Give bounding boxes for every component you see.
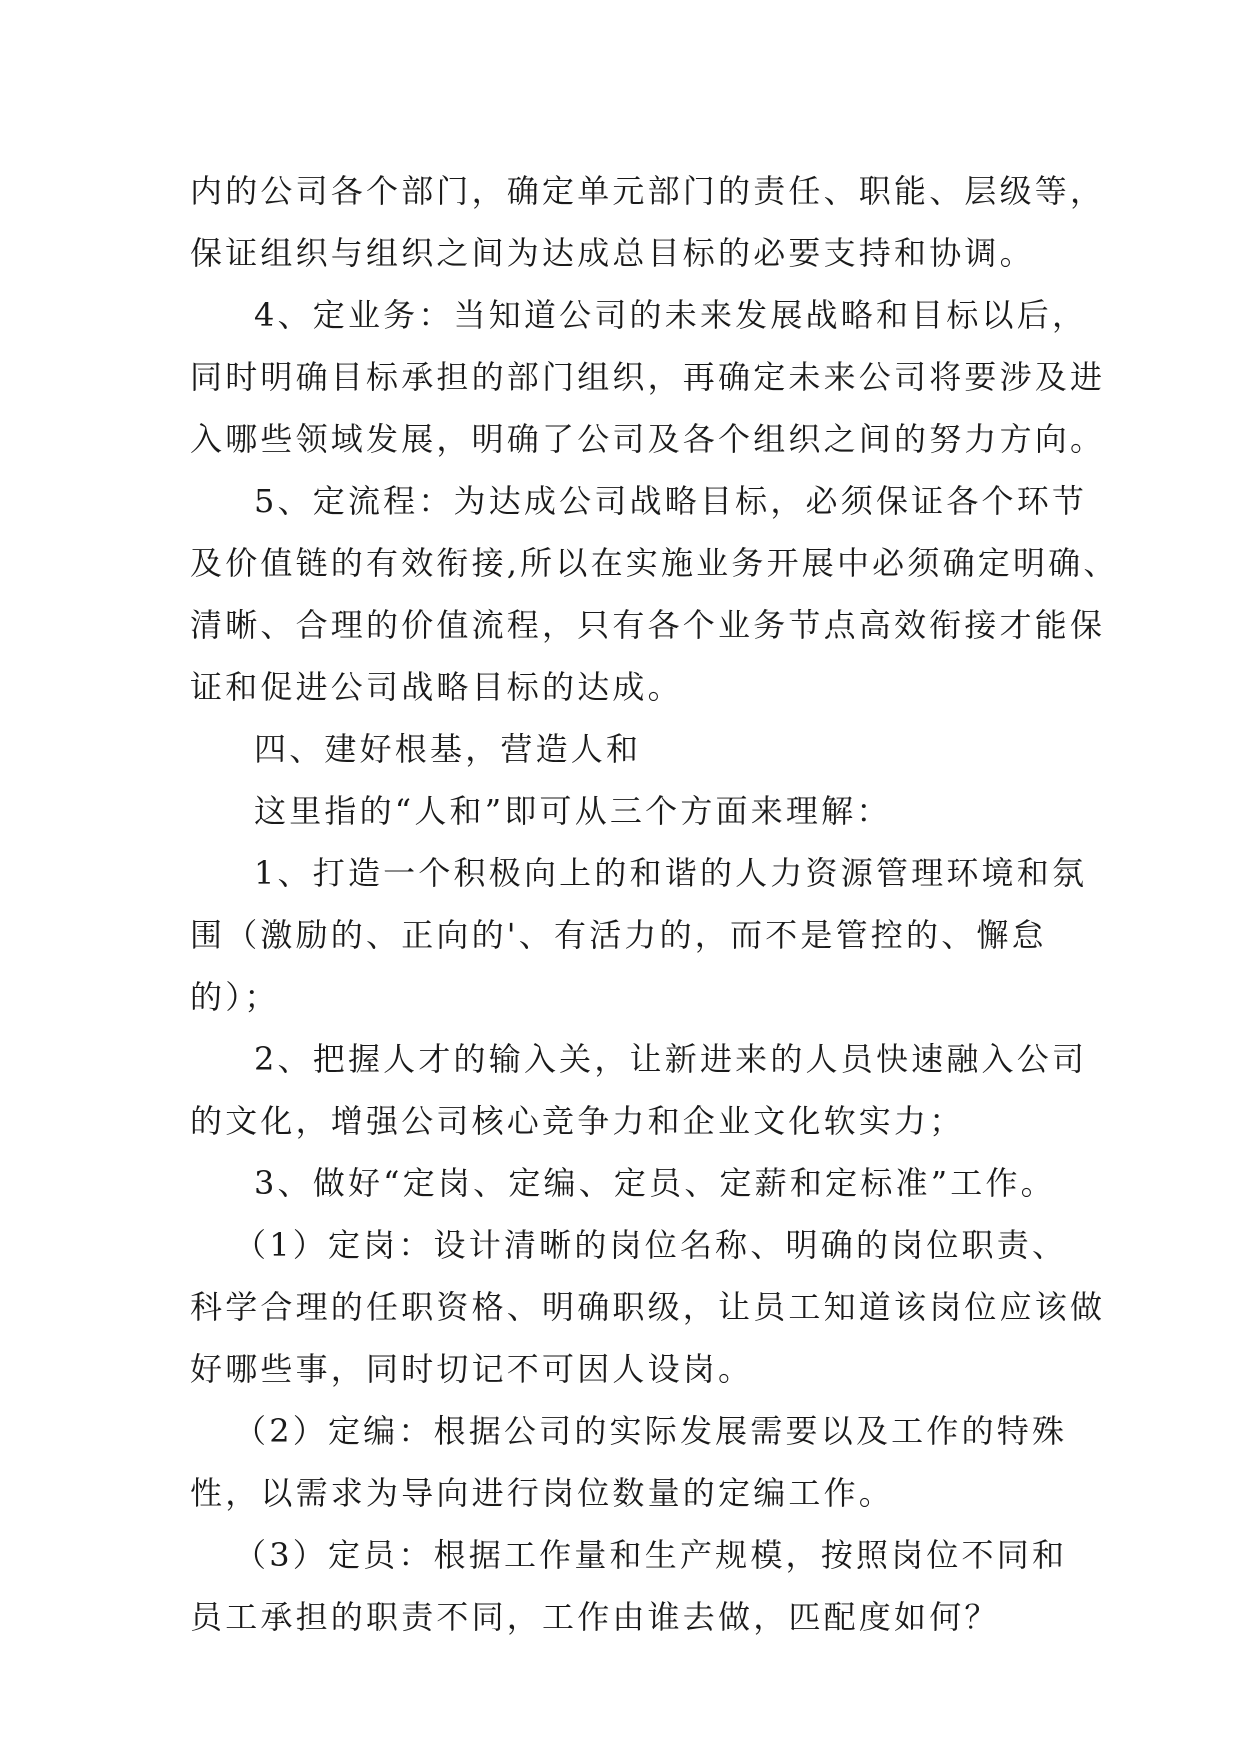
- text-line-19: 科学合理的任职资格、明确职级，让员工知道该岗位应该做: [190, 1288, 1106, 1326]
- text-line-1: 内的公司各个部门，确定单元部门的责任、职能、层级等，: [190, 172, 1106, 210]
- text-line-3: 4、定业务：当知道公司的未来发展战略和目标以后，: [254, 296, 1088, 334]
- section-heading: 四、建好根基，营造人和: [254, 730, 642, 768]
- text-line-13: 围（激励的、正向的'、有活力的，而不是管控的、懈怠: [190, 916, 1047, 954]
- text-line-6: 5、定流程：为达成公司战略目标，必须保证各个环节: [254, 482, 1088, 520]
- text-line-15: 2、把握人才的输入关，让新进来的人员快速融入公司: [254, 1040, 1088, 1078]
- text-line-18: （1）定岗：设计清晰的岗位名称、明确的岗位职责、: [234, 1226, 1068, 1264]
- text-line-5: 入哪些领域发展，明确了公司及各个组织之间的努力方向。: [190, 420, 1106, 458]
- text-line-2: 保证组织与组织之间为达成总目标的必要支持和协调。: [190, 234, 1035, 272]
- text-line-9: 证和促进公司战略目标的达成。: [190, 668, 683, 706]
- text-line-16: 的文化，增强公司核心竞争力和企业文化软实力；: [190, 1102, 965, 1140]
- text-line-14: 的）；: [190, 978, 280, 1016]
- document-body: [190, 160, 1119, 1648]
- text-line-23: （3）定员：根据工作量和生产规模，按照岗位不同和: [234, 1536, 1068, 1574]
- text-line-8: 清晰、合理的价值流程，只有各个业务节点高效衔接才能保: [190, 606, 1106, 644]
- text-line-24: 员工承担的职责不同，工作由谁去做，匹配度如何？: [190, 1598, 1000, 1636]
- text-line-20: 好哪些事，同时切记不可因人设岗。: [190, 1350, 754, 1388]
- text-line-12: 1、打造一个积极向上的和谐的人力资源管理环境和氛: [254, 854, 1088, 892]
- text-line-21: （2）定编：根据公司的实际发展需要以及工作的特殊: [234, 1412, 1068, 1450]
- text-line-4: 同时明确目标承担的部门组织，再确定未来公司将要涉及进: [190, 358, 1106, 396]
- text-line-22: 性，以需求为导向进行岗位数量的定编工作。: [190, 1474, 895, 1512]
- text-line-11: 这里指的“人和”即可从三个方面来理解：: [254, 792, 892, 830]
- text-line-17: 3、做好“定岗、定编、定员、定薪和定标准”工作。: [254, 1164, 1056, 1202]
- text-line-7: 及价值链的有效衔接,所以在实施业务开展中必须确定明确、: [190, 544, 1119, 582]
